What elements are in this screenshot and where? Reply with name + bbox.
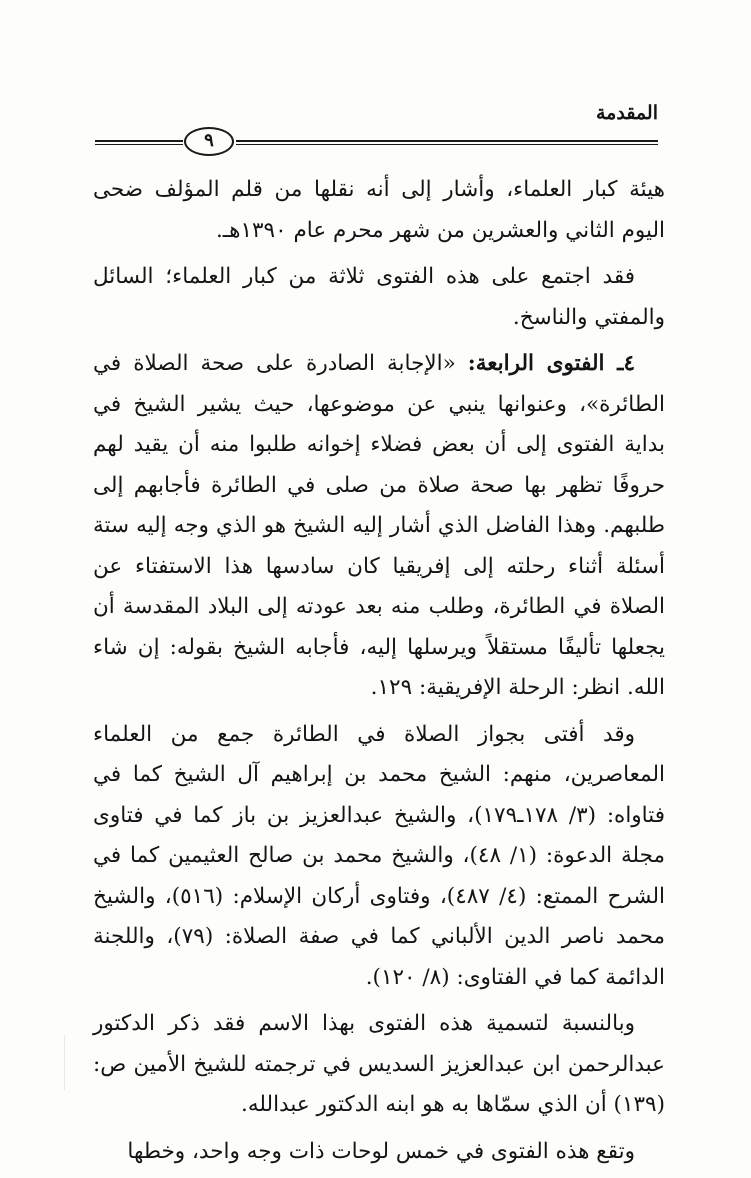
paragraph-1: هيئة كبار العلماء، وأشار إلى أنه نقلها من قلم المؤلف ضحى اليوم الثاني والعشرين من شهر محرم عام ١٣٩٠هـ. xyxy=(93,177,666,243)
body-text xyxy=(93,170,665,1178)
paragraph-3 xyxy=(93,344,665,709)
paragraph-6: وتقع هذه الفتوى في خمس لوحات ذات وجه واحد، وخطها xyxy=(127,1138,635,1164)
running-title: المقدمة xyxy=(595,102,658,124)
page-number: ٩ xyxy=(184,127,234,156)
margin-mark xyxy=(64,1035,65,1090)
header-rule-left xyxy=(95,140,183,145)
paragraph-4: وقد أفتى بجواز الصلاة في الطائرة جمع من العلماء المعاصرين، منهم: الشيخ محمد بن إبراهيم آل الشيخ كما في فتاواه: (٣/ ١٧٨ـ١٧٩)، والشيخ عبدالعزيز بن باز كما في فتاوى مجلة الدعوة: (١/ ٤٨)، والشيخ محمد بن صالح العثيمين كما في الشرح الممتع: (٤/ ٤٨٧)، وفتاوى أركان الإسلام: (٥١٦)، والشيخ محمد ناصر الدين الألباني كما في صفة الصلاة: (٧٩)، واللجنة الدائمة كما في الفتاوى: (٨/ ١٢٠). xyxy=(93,721,666,990)
paragraph-2: فقد اجتمع على هذه الفتوى ثلاثة من كبار العلماء؛ السائل والمفتي والناسخ. xyxy=(93,264,665,330)
paragraph-5: وبالنسبة لتسمية هذه الفتوى بهذا الاسم فقد ذكر الدكتور عبدالرحمن ابن عبدالعزيز السديس في ترجمته للشيخ الأمين ص: (١٣٩) أن الذي سمّاها به هو ابنه الدكتور عبدالله. xyxy=(93,1011,665,1117)
fatwa-heading: ٤ـ الفتوى الرابعة: xyxy=(467,351,635,376)
fatwa-description: «الإجابة الصادرة على صحة الصلاة في الطائرة»، وعنوانها ينبي عن موضوعها، حيث يشير الشيخ في بداية الفتوى إلى أن بعض فضلاء إخوانه طلبوا منه أن يقيد لهم حروفًا تظهر بها صحة صلاة من صلى في الطائرة فأجابهم إلى طلبهم. وهذا الفاضل الذي أشار إليه الشيخ هو الذي وجه إليه ستة أسئلة أثناء رحلته إلى إفريقيا كان سادسها هذا الاستفتاء عن الصلاة في الطائرة، وطلب منه بعد عودته إلى البلاد المقدسة أن يجعلها تأليفًا مستقلاً ويرسلها إليه، فأجابه الشيخ بقوله: إن شاء الله. انظر: الرحلة الإفريقية: ١٢٩. xyxy=(93,351,665,700)
header-rule-right xyxy=(236,140,658,145)
